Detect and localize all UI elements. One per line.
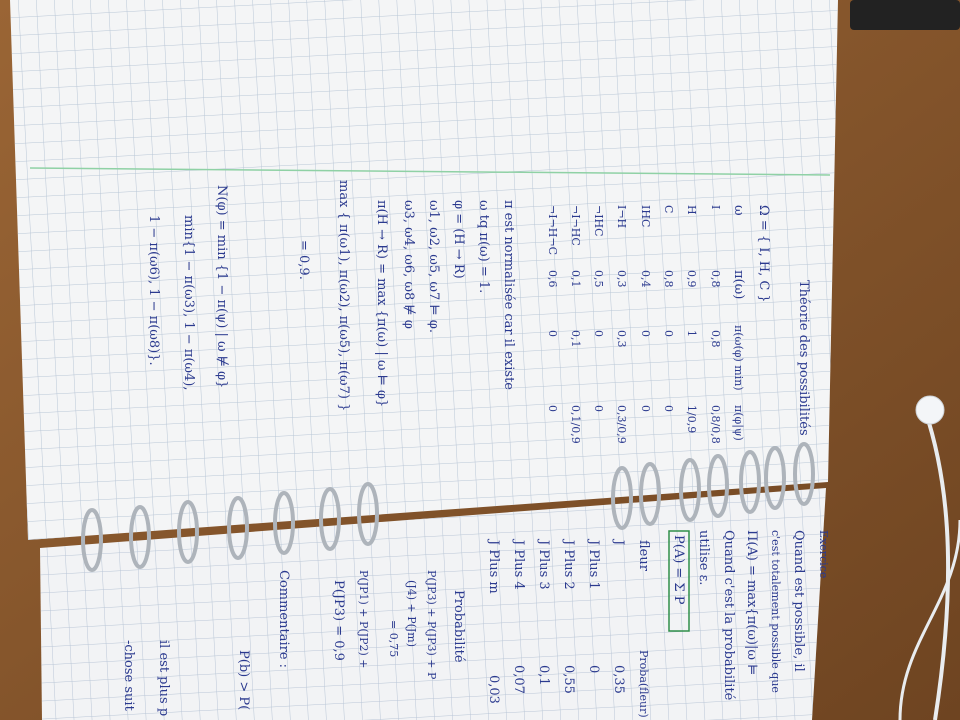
- right-line-11: J Plus 4: [511, 540, 526, 590]
- row-3-col-3: 0: [639, 405, 652, 412]
- calc-0: P(JP3) + P(JP3) + P: [425, 570, 438, 680]
- left-line-3: ω1, ω2, ω5, ω7 ⊨ φ.: [426, 200, 441, 333]
- calc-1: (J4) + P(Jm): [405, 580, 418, 648]
- row-5-col-1: 0,5: [592, 270, 605, 288]
- proba-value-3: 0,1: [536, 665, 551, 686]
- left-line-4: ω3, ω4, ω6, ω8 ⊭ φ: [401, 200, 416, 329]
- row-6-col-0: ¬I¬HC: [569, 205, 582, 246]
- row-3-col-0: IHC: [639, 205, 652, 228]
- row-7-col-2: 0: [546, 330, 559, 337]
- row-0-col-1: 0,8: [709, 270, 722, 288]
- right-line-4: utilise ε.: [696, 530, 711, 586]
- row-2-col-1: 0,8: [662, 270, 675, 288]
- row-4-col-0: I¬H: [615, 205, 628, 229]
- right-line-10: J Plus 3: [536, 540, 551, 590]
- calc-3: P(JP1) + P(JP2) +: [357, 570, 370, 669]
- row-1-col-0: H: [685, 205, 698, 215]
- right-line-6: fleur: [636, 540, 651, 571]
- proba-value-0: 0,35: [611, 665, 626, 694]
- left-line-2: φ = (H → R): [451, 200, 466, 279]
- right-line-5: P(A) = Σ P: [671, 535, 686, 605]
- row-5-col-0: ¬IHC: [592, 205, 605, 237]
- left-line-5: π(H → R) = max {π(ω) | ω ⊨ φ}: [374, 200, 389, 408]
- row-2-col-3: 0: [662, 405, 675, 412]
- row-0-col-2: 0,8: [709, 330, 722, 348]
- right-line-0: Quand est possible, il: [791, 530, 806, 672]
- right-line-9: J Plus 2: [561, 540, 576, 590]
- row-1-col-3: 1/0,9: [685, 405, 698, 434]
- right-line-1: c'est totalement possible que: [769, 530, 782, 693]
- table-header-3: π(φ|ψ): [732, 405, 745, 441]
- right-line-3: Quand c'est la probabilité: [721, 530, 736, 701]
- row-2-col-2: 0: [662, 330, 675, 337]
- proba-value-2: 0,55: [561, 665, 576, 694]
- row-2-col-0: C: [662, 205, 675, 214]
- row-1-col-1: 0,9: [685, 270, 698, 288]
- proba-value-4: 0,07: [511, 665, 526, 694]
- row-6-col-1: 0,1: [569, 270, 582, 288]
- row-1-col-2: 1: [685, 330, 698, 337]
- left-line-10: 1 − π(ω6), 1 − π(ω8)}.: [146, 215, 161, 366]
- row-0-col-0: I: [709, 205, 722, 210]
- left-line-0: π est normalisée car il existe: [501, 200, 516, 390]
- row-4-col-2: 0,3: [615, 330, 628, 348]
- row-5-col-3: 0: [592, 405, 605, 412]
- right-line-7: J: [611, 540, 626, 546]
- row-4-col-1: 0,3: [615, 270, 628, 288]
- section-title: Probabilité: [451, 590, 466, 663]
- row-7-col-0: ¬I¬H¬C: [546, 205, 559, 256]
- row-6-col-2: 0,1: [569, 330, 582, 348]
- left-title: Théorie des possibilités: [796, 280, 811, 436]
- earphone-bud: [916, 396, 944, 424]
- comment-line-1: il est plus p: [156, 640, 171, 717]
- calc-2: = 0,75: [387, 620, 400, 658]
- row-4-col-3: 0,3/0,9: [615, 405, 628, 444]
- left-line-1: ω tq π(ω) = 1.: [476, 200, 491, 294]
- comment-line-2: -chose suit: [121, 640, 136, 711]
- calc-4: P(JP3) = 0,9: [331, 580, 346, 661]
- left-line-8: N(φ) = min {1 − π(ψ) | ω ⊭ φ}: [214, 185, 229, 389]
- dark-object: [850, 0, 960, 30]
- row-3-col-2: 0: [639, 330, 652, 337]
- proba-value-1: 0: [586, 665, 601, 674]
- table-header-0: ω: [731, 205, 746, 216]
- proba-title: Proba(fleur): [637, 650, 650, 718]
- row-3-col-1: 0,4: [639, 270, 652, 288]
- left-line-9: min{1 − π(ω3), 1 − π(ω4),: [181, 215, 196, 391]
- table-header-1: π(ω): [731, 270, 746, 300]
- row-0-col-3: 0,8/0,8: [709, 405, 722, 444]
- right-line-2: Π(A) = max{π(ω)|ω ⊨: [744, 530, 759, 676]
- right-line-8: J Plus 1: [586, 540, 601, 590]
- left-line-6: max { π(ω1), π(ω2), π(ω5), π(ω7) }: [336, 180, 351, 412]
- row-7-col-3: 0: [546, 405, 559, 412]
- right-line-12: J Plus m: [486, 540, 501, 594]
- comment-title: Commentaire :: [276, 570, 291, 669]
- table-header-2: π(ω(φ) min): [732, 325, 745, 391]
- left-line-7: = 0,9.: [296, 240, 311, 280]
- row-5-col-2: 0: [592, 330, 605, 337]
- comment-line-0: P(b) > P(: [236, 650, 251, 711]
- right-title: Exercice: [817, 530, 830, 579]
- row-7-col-1: 0,6: [546, 270, 559, 288]
- row-6-col-3: 0,1/0,9: [569, 405, 582, 444]
- omega-set: Ω = { I, H, C }: [756, 205, 771, 303]
- proba-value-5: 0,03: [486, 675, 501, 704]
